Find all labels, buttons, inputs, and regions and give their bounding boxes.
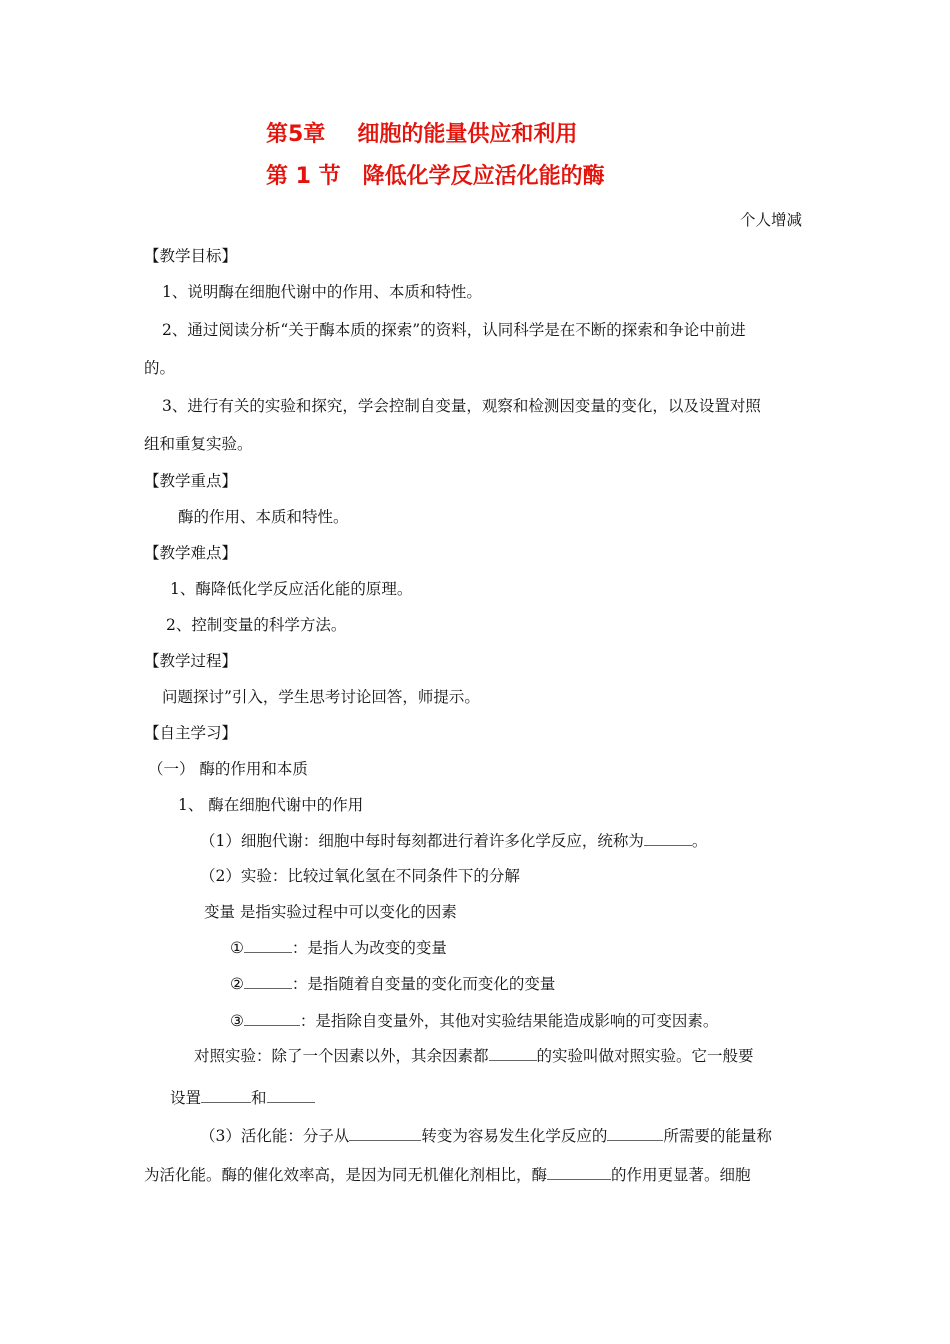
fill-blank[interactable] (244, 938, 292, 953)
circled-number-2: ② (230, 975, 244, 993)
difficulty-item-1: 1、酶降低化学反应活化能的原理。 (170, 580, 413, 598)
activation-text-d: 为活化能。酶的催化效率高，是因为同无机催化剂相比，酶 (144, 1166, 548, 1184)
fill-blank[interactable] (244, 974, 292, 989)
fill-blank[interactable] (267, 1088, 315, 1103)
variable-definition: 变量 是指实验过程中可以变化的因素 (204, 903, 457, 921)
experiment-line: （2）实验：比较过氧化氢在不同条件下的分解 (200, 867, 520, 885)
activation-text-c: 所需要的能量称 (663, 1127, 772, 1145)
control-text-b: 的实验叫做对照实验。它一般要 (536, 1047, 754, 1065)
circled-number-1: ① (230, 939, 244, 957)
fill-blank[interactable] (607, 1126, 663, 1141)
fill-blank[interactable] (349, 1126, 421, 1141)
fill-blank[interactable] (201, 1088, 251, 1103)
goal-item-3: 3、进行有关的实验和探究，学会控制自变量，观察和检测因变量的变化，以及设置对照 (162, 397, 761, 415)
fill-blank[interactable] (644, 831, 692, 846)
selfstudy-heading: 【自主学习】 (144, 724, 238, 742)
variable-3 (230, 1011, 718, 1031)
difficulty-item-2: 2、控制变量的科学方法。 (166, 616, 347, 634)
variable-3-text: ：是指除自变量外，其他对实验结果能造成影响的可变因素。 (299, 1012, 719, 1030)
section-name: 降低化学反应活化能的酶 (362, 164, 605, 189)
goals-heading: 【教学目标】 (144, 247, 238, 265)
variable-2-text: ：是指随着自变量的变化而变化的变量 (291, 975, 556, 993)
activation-energy-line (200, 1126, 772, 1146)
metabolism-end: 。 (691, 832, 708, 850)
variable-1 (230, 938, 447, 958)
activation-energy-cont (144, 1165, 751, 1185)
author-note: 个人增减 (740, 211, 803, 229)
setup-line (170, 1088, 315, 1108)
part-one-title: （一） 酶的作用和本质 (148, 760, 308, 778)
chapter-name: 细胞的能量供应和利用 (357, 122, 578, 147)
circled-number-3: ③ (230, 1012, 244, 1030)
chapter-number: 第5章 (266, 122, 326, 147)
process-heading: 【教学过程】 (144, 652, 238, 670)
section-title (266, 163, 605, 191)
difficulties-heading: 【教学难点】 (144, 544, 238, 562)
section-number: 第 1 节 (266, 164, 341, 189)
setup-text-a: 设置 (170, 1089, 202, 1107)
goal-item-2-cont: 的。 (144, 359, 176, 377)
activation-text-e: 的作用更显著。细胞 (611, 1166, 751, 1184)
goal-item-2: 2、通过阅读分析“关于酶本质的探索”的资料，认同科学是在不断的探索和争论中前进 (162, 321, 746, 339)
activation-text-b: 转变为容易发生化学反应的 (421, 1127, 608, 1145)
process-text: 问题探讨”引入，学生思考讨论回答，师提示。 (162, 688, 480, 706)
fill-blank[interactable] (244, 1011, 300, 1026)
goal-item-3-cont: 组和重复实验。 (144, 435, 253, 453)
metabolism-text: （1）细胞代谢：细胞中每时每刻都进行着许多化学反应，统称为 (200, 832, 644, 850)
fill-blank[interactable] (489, 1046, 537, 1061)
activation-text-a: （3）活化能：分子从 (200, 1127, 350, 1145)
control-text-a: 对照实验：除了一个因素以外，其余因素都 (194, 1047, 489, 1065)
setup-text-b: 和 (251, 1089, 267, 1107)
chapter-title (266, 121, 577, 149)
metabolism-line (200, 831, 707, 851)
subsection-1: 1、 酶在细胞代谢中的作用 (178, 796, 364, 814)
variable-1-text: ：是指人为改变的变量 (291, 939, 447, 957)
control-experiment-line (194, 1046, 754, 1066)
goal-item-1: 1、说明酶在细胞代谢中的作用、本质和特性。 (162, 283, 482, 301)
keypoints-text: 酶的作用、本质和特性。 (178, 508, 349, 526)
fill-blank[interactable] (547, 1165, 611, 1180)
keypoints-heading: 【教学重点】 (144, 472, 238, 490)
variable-2 (230, 974, 555, 994)
